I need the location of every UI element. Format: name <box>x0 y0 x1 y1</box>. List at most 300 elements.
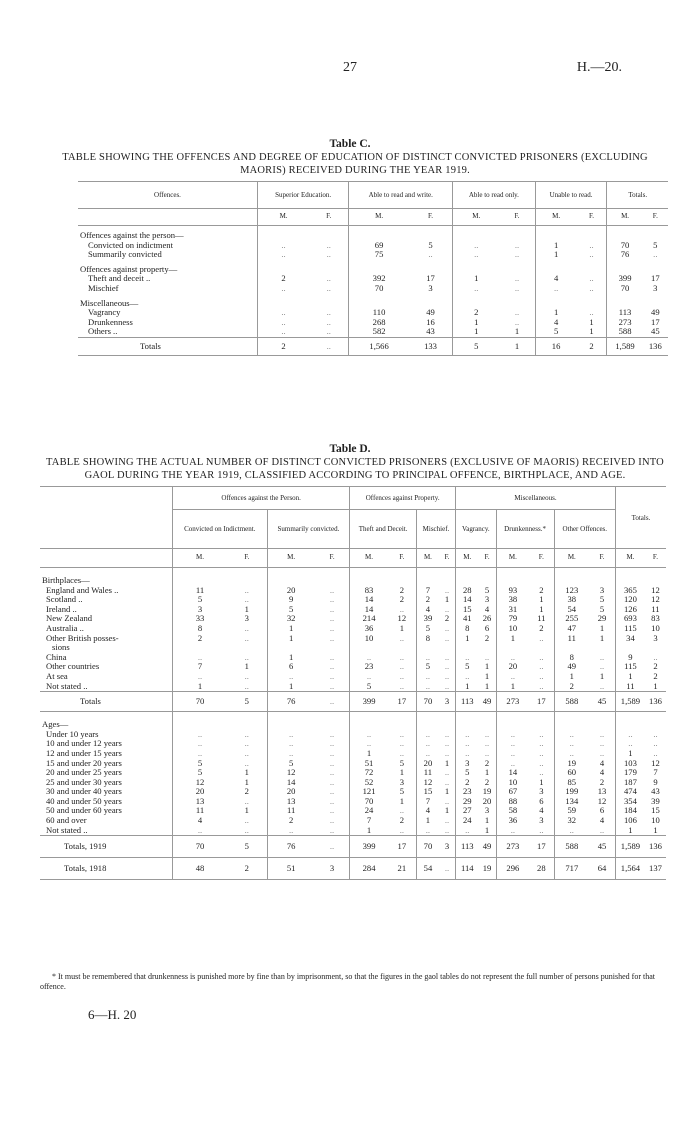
table-cell: .. <box>444 767 450 778</box>
table-cell: 76 <box>607 250 643 260</box>
table-cell: 2 <box>539 584 544 595</box>
table-cell: 12 <box>173 778 228 788</box>
col-superior: Superior Education. <box>258 182 349 209</box>
table-cell: .. <box>416 682 439 692</box>
table-cell <box>607 226 643 241</box>
table-cell: 17 <box>537 840 546 851</box>
table-row <box>40 826 666 836</box>
table-cell: .. <box>173 749 228 759</box>
table-cell: 11 <box>416 768 439 778</box>
table-cell: 19 <box>482 862 492 873</box>
table-cell: 4 <box>535 274 576 284</box>
empty-cell <box>478 712 496 730</box>
table-cell: 1 <box>554 672 589 682</box>
row-label: Convicted on indictment <box>88 239 173 250</box>
table-cell: 5 <box>456 662 479 672</box>
table-cell: 113 <box>456 836 479 858</box>
table-cell: 79 <box>496 614 529 624</box>
table-cell: .. <box>258 284 310 294</box>
empty-cell <box>350 568 388 586</box>
table-cell: .. <box>589 273 594 284</box>
table-cell: 9 <box>267 595 315 605</box>
table-cell: 10 <box>496 624 529 634</box>
sex-header: F. <box>514 212 520 221</box>
table-cell: .. <box>653 738 658 749</box>
col-theft: Theft and Deceit. <box>350 510 417 549</box>
table-cell: .. <box>444 670 450 681</box>
table-cell: 1 <box>599 670 605 681</box>
sex-header: M. <box>554 549 589 568</box>
table-d <box>40 486 666 880</box>
table-cell: 115 <box>615 662 645 672</box>
empty-cell <box>645 568 666 586</box>
group-person: Offences against the Person. <box>173 487 350 510</box>
sex-header: M. <box>350 549 388 568</box>
table-cell: .. <box>399 670 404 681</box>
table-cell: 1 <box>444 786 450 797</box>
table-cell: 2 <box>484 776 490 787</box>
table-cell: 1 <box>456 682 479 692</box>
table-row <box>78 284 668 294</box>
table-cell: .. <box>444 815 450 826</box>
row-label: China <box>46 651 67 662</box>
table-cell: 23 <box>350 662 388 672</box>
table-cell: 70 <box>416 692 439 712</box>
table-cell: 49 <box>554 662 589 672</box>
empty-cell <box>416 568 439 586</box>
empty-cell <box>315 568 350 586</box>
table-cell: .. <box>444 680 450 691</box>
table-cell: 2 <box>258 337 310 355</box>
table-cell: 3 <box>444 695 450 706</box>
table-cell: 110 <box>349 308 409 318</box>
table-cell <box>349 294 409 309</box>
table-cell: .. <box>496 739 529 749</box>
table-cell: 8 <box>456 624 479 634</box>
table-cell: .. <box>329 632 335 643</box>
table-cell <box>309 294 349 309</box>
table-cell: 2 <box>444 613 450 624</box>
table-cell: .. <box>554 826 589 836</box>
table-cell: 17 <box>426 273 435 284</box>
table-cell: 51 <box>267 858 315 880</box>
empty-cell <box>554 568 589 586</box>
table-cell: .. <box>329 747 335 758</box>
table-cell: 1 <box>484 815 490 826</box>
table-cell: 1 <box>444 594 450 605</box>
table-cell: 6 <box>539 795 544 806</box>
empty-cell <box>173 568 228 586</box>
empty-cell <box>416 712 439 730</box>
table-c-subtitle: TABLE SHOWING THE OFFENCES AND DEGREE OF EDUCATION OF DISTINCT CONVICTED PRISONERS (EXCLUDING MAORIS) RECEIVED DURING THE YEAR 1919. <box>62 152 648 176</box>
col-other: Other Offences. <box>554 510 615 549</box>
table-cell: .. <box>244 622 249 633</box>
table-cell: .. <box>653 651 658 662</box>
table-cell <box>258 294 310 309</box>
table-cell: 12 <box>651 594 660 605</box>
row-label: Under 10 years <box>46 728 99 739</box>
table-cell: 12 <box>397 613 407 624</box>
table-cell: .. <box>329 584 335 595</box>
table-cell: 588 <box>554 692 589 712</box>
table-cell: 1 <box>484 824 490 835</box>
table-row <box>40 634 666 644</box>
table-cell: 70 <box>173 692 228 712</box>
sex-header: M. <box>496 549 529 568</box>
table-cell: 5 <box>484 584 490 595</box>
table-cell: .. <box>244 594 249 605</box>
empty-cell <box>615 712 645 730</box>
table-cell: 6 <box>267 662 315 672</box>
table-cell: 133 <box>424 340 437 351</box>
table-cell: .. <box>444 622 450 633</box>
table-cell: 1 <box>453 318 500 328</box>
table-cell: 29 <box>456 797 479 807</box>
table-cell: 3 <box>653 632 658 643</box>
table-cell: .. <box>539 680 544 691</box>
table-cell: .. <box>444 728 450 739</box>
row-label: 10 and under 12 years <box>46 738 122 749</box>
table-cell: 12 <box>597 795 607 806</box>
table-cell: 10 <box>350 634 388 644</box>
table-cell: .. <box>350 672 388 682</box>
table-cell: .. <box>444 651 450 662</box>
table-cell: 1 <box>244 776 249 787</box>
table-cell: 1,564 <box>615 858 645 880</box>
table-cell: .. <box>456 672 479 682</box>
table-cell: .. <box>484 738 490 749</box>
table-cell: .. <box>444 824 450 835</box>
table-cell: .. <box>267 739 315 749</box>
table-cell: 70 <box>349 284 409 294</box>
table-cell: 45 <box>597 695 607 706</box>
row-label: Vagrancy <box>88 307 121 318</box>
row-label: New Zealand <box>46 613 93 624</box>
table-cell: .. <box>539 767 544 778</box>
table-cell: 34 <box>615 634 645 644</box>
table-cell: 3 <box>329 862 335 873</box>
table-cell: 14 <box>350 595 388 605</box>
empty-cell <box>267 712 315 730</box>
table-cell: 17 <box>397 840 407 851</box>
table-cell: .. <box>244 738 249 749</box>
table-cell: 1 <box>599 632 605 643</box>
col-unable: Unable to read. <box>535 182 607 209</box>
sex-header-spacer <box>78 209 258 226</box>
sex-header: M. <box>456 549 479 568</box>
table-cell <box>607 294 643 309</box>
table-cell: 1 <box>484 680 490 691</box>
table-cell: 2 <box>399 594 404 605</box>
table-cell: 1 <box>539 603 544 614</box>
sex-header: F. <box>484 553 490 562</box>
sex-header: F. <box>538 553 544 562</box>
table-cell: .. <box>329 661 335 672</box>
row-label: England and Wales .. <box>46 584 119 595</box>
table-cell: .. <box>514 273 520 284</box>
table-cell: 72 <box>350 768 388 778</box>
table-cell: 1 <box>399 795 404 806</box>
row-label: 20 and under 25 years <box>46 767 122 778</box>
table-cell: 11 <box>615 682 645 692</box>
table-cell: 43 <box>426 326 435 337</box>
row-label: 30 and under 40 years <box>46 786 122 797</box>
table-cell: .. <box>554 730 589 740</box>
table-cell: 3 <box>444 840 450 851</box>
table-c <box>78 181 668 356</box>
sex-header: M. <box>615 549 645 568</box>
footnote: * It must be remembered that drunkenness is punished more by fine than by imprisonment, so that the figures in the gaol tables do not represent the full number of persons punished for that offence. <box>40 972 655 991</box>
table-cell: .. <box>539 670 544 681</box>
table-cell: 1 <box>267 624 315 634</box>
table-cell: .. <box>399 680 404 691</box>
table-cell: 1 <box>444 805 450 816</box>
table-cell: 39 <box>651 795 660 806</box>
table-cell: 54 <box>554 605 589 615</box>
table-cell: .. <box>244 680 249 691</box>
empty-cell <box>456 568 479 586</box>
sex-header: M. <box>535 209 576 226</box>
table-cell: 5 <box>416 624 439 634</box>
table-cell: 7 <box>173 662 228 672</box>
table-cell: 10 <box>651 815 660 826</box>
table-cell: .. <box>173 730 228 740</box>
table-cell: .. <box>329 695 335 706</box>
table-cell: 113 <box>456 692 479 712</box>
table-cell: 11 <box>173 806 228 816</box>
table-cell: 49 <box>426 307 435 318</box>
row-label: Totals <box>140 340 161 351</box>
table-cell: .. <box>399 603 404 614</box>
col-read-only: Able to read only. <box>453 182 535 209</box>
table-cell: 17 <box>651 316 660 327</box>
row-label: Totals <box>80 695 101 706</box>
table-cell <box>643 260 668 275</box>
table-cell: 1 <box>444 757 450 768</box>
col-read-write: Able to read and write. <box>349 182 453 209</box>
table-cell: 24 <box>350 806 388 816</box>
row-label: Ireland .. <box>46 603 77 614</box>
table-cell: 5 <box>244 840 249 851</box>
table-cell: 1 <box>514 340 520 351</box>
table-cell: 2 <box>484 632 490 643</box>
table-cell: 5 <box>399 786 404 797</box>
table-cell: 70 <box>350 797 388 807</box>
table-cell <box>409 294 453 309</box>
table-cell: 70 <box>173 836 228 858</box>
table-cell: 88 <box>496 797 529 807</box>
table-cell: 1 <box>514 326 520 337</box>
table-cell: 693 <box>615 614 645 624</box>
table-cell: 5 <box>399 757 404 768</box>
table-cell: .. <box>539 747 544 758</box>
table-cell: 114 <box>456 858 479 880</box>
table-cell: 52 <box>350 778 388 788</box>
row-label: Australia .. <box>46 622 84 633</box>
row-label: 40 and under 50 years <box>46 795 122 806</box>
table-cell: 17 <box>651 273 660 284</box>
table-cell: .. <box>456 739 479 749</box>
table-cell: .. <box>326 307 331 318</box>
table-cell: 6 <box>484 622 490 633</box>
table-cell: 23 <box>456 787 479 797</box>
table-cell: 48 <box>173 858 228 880</box>
table-cell: .. <box>329 795 335 806</box>
table-cell: .. <box>329 805 335 816</box>
table-cell: 32 <box>267 614 315 624</box>
table-cell: .. <box>173 672 228 682</box>
table-cell <box>409 226 453 241</box>
table-row <box>78 241 668 251</box>
row-label: Not stated .. <box>46 680 88 691</box>
table-cell: 58 <box>496 806 529 816</box>
table-cell: .. <box>244 632 249 643</box>
row-label: 12 and under 15 years <box>46 747 122 758</box>
table-cell: 19 <box>482 786 492 797</box>
row-label: At sea <box>46 670 68 681</box>
row-label: Offences against property— <box>80 263 178 274</box>
table-cell: .. <box>329 594 335 605</box>
table-cell: .. <box>267 826 315 836</box>
table-cell <box>643 294 668 309</box>
table-cell: .. <box>173 739 228 749</box>
table-cell: 4 <box>173 816 228 826</box>
row-label: 25 and under 30 years <box>46 776 122 787</box>
table-row <box>78 250 668 260</box>
table-cell: 399 <box>350 836 388 858</box>
sex-header: F. <box>652 553 659 562</box>
table-cell: .. <box>554 749 589 759</box>
row-label: Others .. <box>88 326 118 337</box>
table-cell: 5 <box>267 605 315 615</box>
sex-header: M. <box>173 549 228 568</box>
table-cell: 1 <box>496 682 529 692</box>
table-cell: 5 <box>173 768 228 778</box>
table-cell: 5 <box>244 695 249 706</box>
table-cell: .. <box>399 661 404 672</box>
table-cell: 36 <box>350 624 388 634</box>
sex-header: F. <box>444 553 450 562</box>
table-cell: 115 <box>615 624 645 634</box>
table-cell: 2 <box>589 340 594 351</box>
table-cell: 5 <box>453 337 500 355</box>
table-cell: 5 <box>456 768 479 778</box>
sex-header: F. <box>427 212 434 221</box>
table-cell: 8 <box>416 634 439 644</box>
table-cell: 1 <box>615 826 645 836</box>
table-cell: .. <box>329 651 335 662</box>
table-cell: 3 <box>244 613 249 624</box>
table-cell: .. <box>496 749 529 759</box>
table-cell: .. <box>350 730 388 740</box>
table-cell: 582 <box>349 327 409 337</box>
table-cell <box>453 294 500 309</box>
table-cell: .. <box>444 862 450 873</box>
table-cell: 273 <box>496 836 529 858</box>
table-cell: .. <box>399 632 404 643</box>
table-row <box>78 274 668 284</box>
table-cell: 33 <box>173 614 228 624</box>
table-cell: 1 <box>539 776 544 787</box>
table-cell: 16 <box>535 337 576 355</box>
table-cell: 10 <box>651 622 660 633</box>
table-cell: 64 <box>597 862 607 873</box>
table-cell: .. <box>244 670 249 681</box>
table-cell: 12 <box>267 768 315 778</box>
table-cell: .. <box>244 747 249 758</box>
table-cell: .. <box>399 651 404 662</box>
sex-header: F. <box>326 212 332 221</box>
table-cell: 2 <box>416 595 439 605</box>
table-cell: 76 <box>267 692 315 712</box>
row-label: Offences against the person— <box>80 230 184 240</box>
table-cell: 59 <box>554 806 589 816</box>
group-misc: Miscellaneous. <box>456 487 616 510</box>
age-heading: Ages— <box>42 719 69 730</box>
table-cell: .. <box>453 241 500 251</box>
col-totals: Totals. <box>607 182 668 209</box>
table-cell: 20 <box>267 586 315 596</box>
table-cell: 120 <box>615 595 645 605</box>
col-indictment: Convicted on Indictment. <box>173 510 268 549</box>
table-cell: 14 <box>267 778 315 788</box>
table-cell: 399 <box>350 692 388 712</box>
table-cell: .. <box>615 730 645 740</box>
row-label: Scotland .. <box>46 594 83 605</box>
table-cell: 2 <box>653 661 658 672</box>
table-cell: 15 <box>651 805 660 816</box>
sex-header-spacer <box>40 549 173 568</box>
table-cell: 38 <box>496 595 529 605</box>
table-cell: .. <box>599 728 605 739</box>
table-cell: 399 <box>607 274 643 284</box>
table-cell: 1 <box>615 672 645 682</box>
row-label: Totals, 1918 <box>64 862 107 873</box>
table-cell: .. <box>539 757 544 768</box>
table-cell: .. <box>599 661 605 672</box>
table-cell: 4 <box>484 603 490 614</box>
table-cell: 1 <box>244 805 249 816</box>
table-cell: .. <box>173 653 228 663</box>
table-cell: .. <box>589 239 594 250</box>
table-cell: 8 <box>554 653 589 663</box>
table-cell <box>453 226 500 241</box>
table-cell: .. <box>539 824 544 835</box>
table-cell: 36 <box>496 816 529 826</box>
empty-cell <box>350 712 388 730</box>
sex-header: M. <box>607 209 643 226</box>
table-cell: .. <box>599 738 605 749</box>
table-cell: .. <box>599 680 605 691</box>
table-cell: .. <box>539 661 544 672</box>
table-cell: .. <box>244 795 249 806</box>
table-cell: .. <box>267 730 315 740</box>
table-cell: 1 <box>589 326 594 337</box>
table-cell: 1 <box>173 682 228 692</box>
table-cell: .. <box>496 759 529 769</box>
table-cell: .. <box>350 653 388 663</box>
table-cell: 20 <box>267 787 315 797</box>
table-cell: .. <box>326 326 331 337</box>
table-cell: .. <box>456 653 479 663</box>
table-cell: .. <box>453 250 500 260</box>
table-cell: 31 <box>496 605 529 615</box>
table-cell: .. <box>329 603 335 614</box>
table-cell: 8 <box>173 624 228 634</box>
row-label: 15 and under 20 years <box>46 757 122 768</box>
table-cell: 1 <box>599 622 605 633</box>
table-cell: 123 <box>554 586 589 596</box>
